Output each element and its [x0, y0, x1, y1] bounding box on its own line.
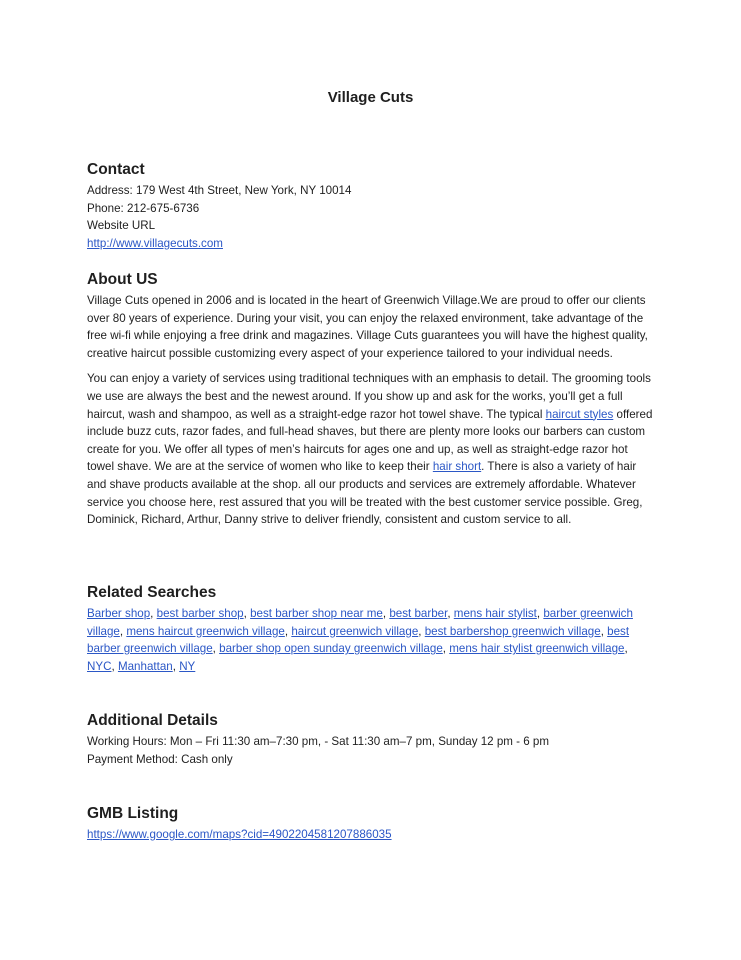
related-link[interactable]: NYC	[87, 659, 112, 673]
contact-heading: Contact	[87, 161, 145, 178]
about-paragraph-2	[87, 370, 657, 528]
related-link[interactable]: best barber shop near me	[250, 607, 383, 620]
website-link[interactable]: http://www.villagecuts.com	[87, 236, 223, 250]
about-section	[87, 270, 657, 529]
related-link[interactable]: best barber shop	[156, 607, 244, 620]
about-paragraph-2-part-2: offered include buzz cuts, razor fades, and full-head shaves, but there are plenty more looks our barbers can custom create for you. We offer all types of men’s haircuts for ages one and up, as well as straight-edge razor hot towel shave. We are at the service of women who like to keep their	[87, 407, 653, 474]
contact-phone: Phone: 212-675-6736	[87, 201, 200, 215]
related-link[interactable]: best barbershop greenwich village	[424, 624, 601, 638]
haircut-styles-link[interactable]: haircut styles	[545, 407, 614, 421]
contact-section	[87, 160, 657, 252]
related-searches-heading: Related Searches	[87, 584, 217, 601]
gmb-listing-link[interactable]: https://www.google.com/maps?cid=4902204581207886035	[87, 828, 392, 841]
about-paragraph-1: Village Cuts opened in 2006 and is located in the heart of Greenwich Village.We are proud to offer our clients over 80 years of experience. During your visit, you can enjoy the relaxed environment, take advantage of the free wi-fi while enjoying a free drink and magazines. Village Cuts guarantees you will have the highest quality, creative haircut possible customizing every aspect of your experience tailored to your individual needs.	[87, 294, 648, 360]
additional-details-heading: Additional Details	[87, 712, 218, 729]
related-link[interactable]: mens haircut greenwich village	[126, 624, 285, 638]
related-link[interactable]: haircut greenwich village	[291, 624, 419, 638]
related-link[interactable]: Barber shop	[87, 607, 151, 620]
related-link[interactable]: mens hair stylist	[453, 607, 537, 620]
contact-website-label: Website URL	[87, 219, 156, 233]
related-link[interactable]: barber greenwich village	[87, 607, 633, 638]
related-searches-list: Barber shop, best barber shop, best barber shop near me, best barber, mens hair stylist, barber greenwich village, mens haircut greenwich village, haircut greenwich village, best barbershop greenwich village, best barber greenwich village, barber shop open sunday greenwich village, mens hair stylist greenwich village, NYC, Manhattan, NY	[87, 607, 633, 673]
related-searches-section	[87, 583, 657, 675]
hair-short-link[interactable]: hair short	[432, 460, 482, 474]
about-paragraph-2-part-3: . There is also a variety of hair and shave products available at the shop. all our products and services are extremely affordable. Whatever service you choose here, rest assured that you will be treated with the best customer service possible. Greg, Dominick, Richard, Arthur, Danny strive to deliver friendly, consistent and custom service to all.	[87, 460, 643, 527]
payment-method: Payment Method: Cash only	[87, 752, 233, 766]
related-link[interactable]: barber shop open sunday greenwich village	[219, 642, 443, 656]
about-paragraph-2-part-1: You can enjoy a variety of services using traditional techniques with an emphasis to detail. The grooming tools we use are always the best and the newest around. If you show up and ask for the works, you’ll get a full haircut, wash and shampoo, as well as a straight-edge razor hot towel shave. The typical	[87, 372, 651, 421]
gmb-listing-section	[87, 804, 657, 844]
related-link[interactable]: best barber	[389, 607, 448, 620]
related-link[interactable]: NY	[179, 659, 196, 673]
gmb-listing-heading: GMB Listing	[87, 805, 179, 822]
contact-address: Address: 179 West 4th Street, New York, NY 10014	[87, 184, 352, 197]
related-link[interactable]: best barber greenwich village	[87, 624, 630, 656]
working-hours: Working Hours: Mon – Fri 11:30 am–7:30 pm, - Sat 11:30 am–7 pm, Sunday 12 pm - 6 pm	[87, 735, 550, 748]
additional-details-section	[87, 711, 657, 768]
page-title: Village Cuts	[327, 89, 414, 106]
related-link[interactable]: Manhattan	[117, 659, 173, 673]
about-heading: About US	[87, 271, 158, 288]
related-link[interactable]: mens hair stylist greenwich village	[449, 642, 625, 656]
